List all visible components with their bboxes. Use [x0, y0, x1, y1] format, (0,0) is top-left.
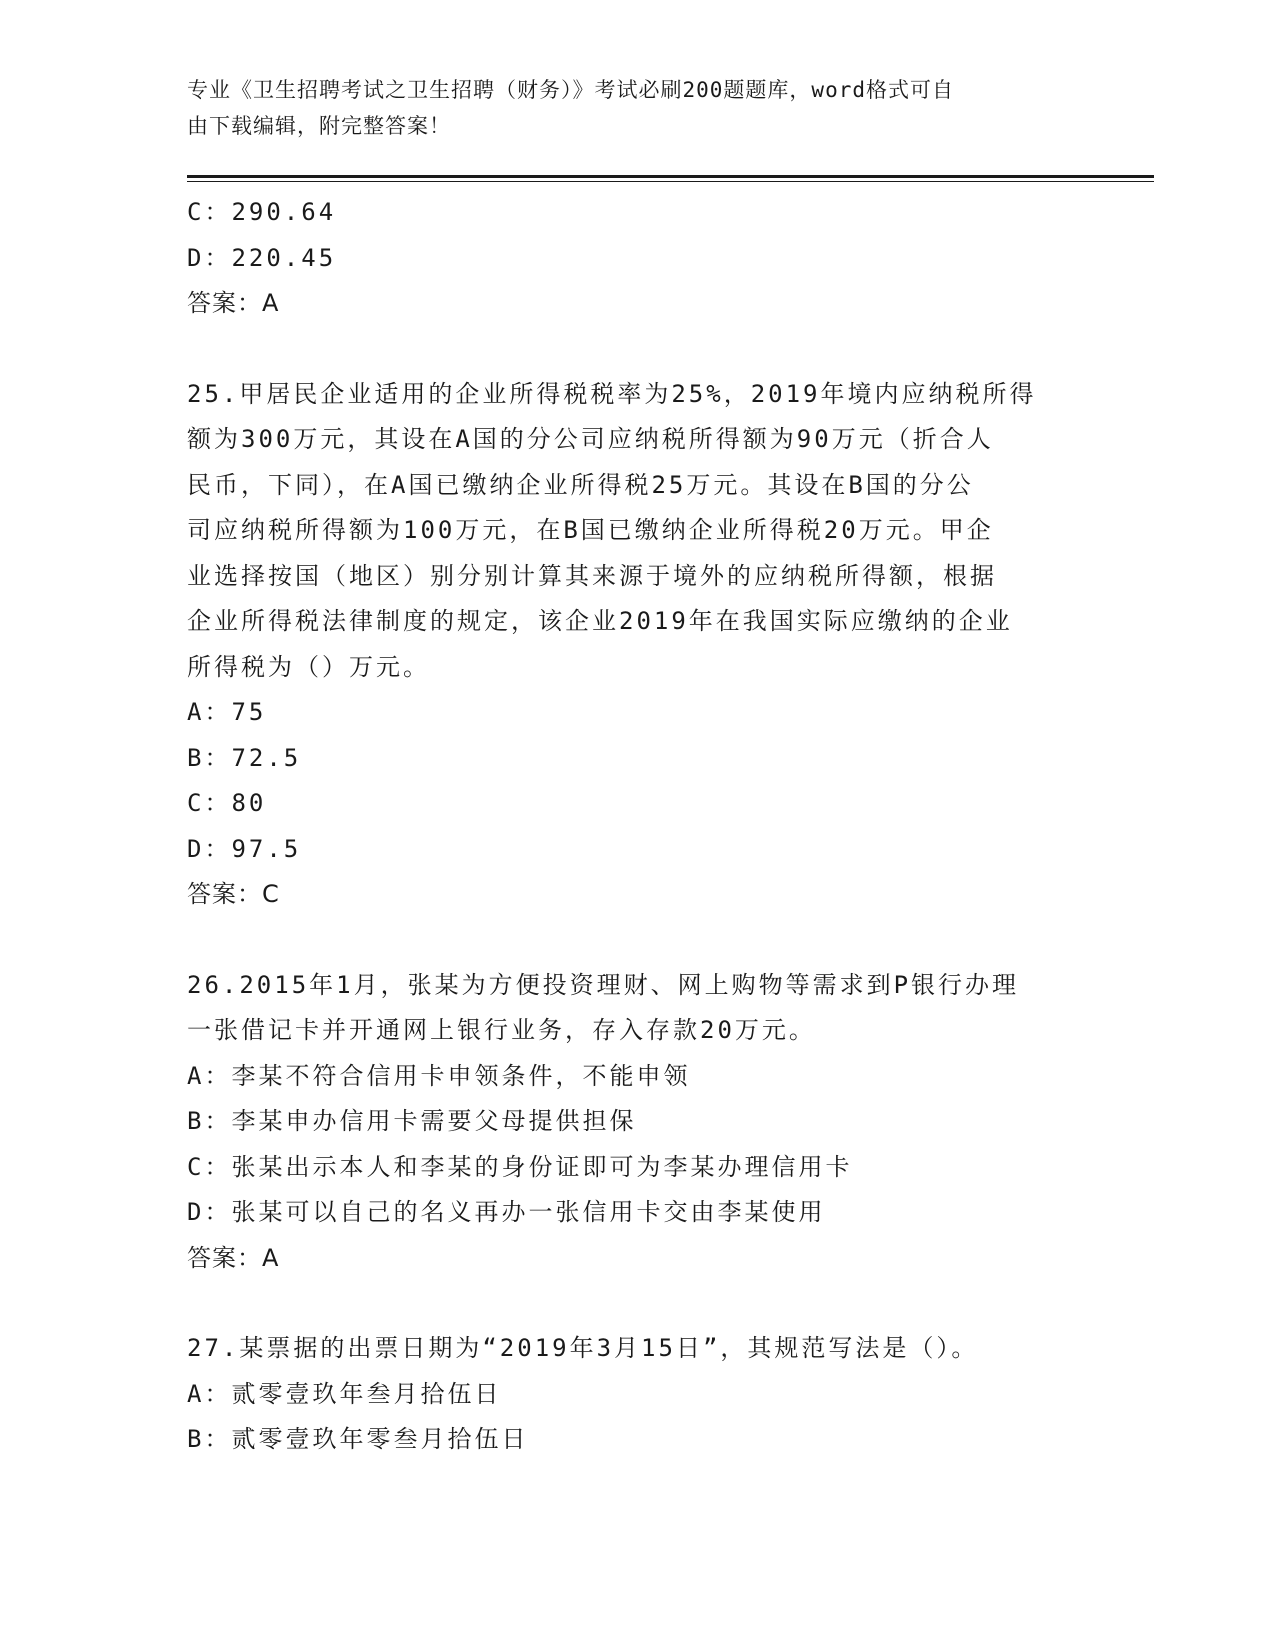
- spacer: [187, 1281, 1087, 1326]
- stem-line: 27.某票据的出票日期为“2019年3月15日”，其规范写法是（）。: [187, 1334, 979, 1362]
- question-26: [187, 963, 1087, 1282]
- option-d: D：220.45: [187, 243, 337, 272]
- answer-label: 答案：C: [187, 880, 280, 908]
- stem-line: 25.甲居民企业适用的企业所得税税率为25%，2019年境内应纳税所得: [187, 379, 1037, 408]
- question-stem: [187, 372, 1087, 691]
- stem-line: 业选择按国（地区）别分别计算其来源于境外的应纳税所得额，根据: [187, 561, 997, 590]
- option-b: B：72.5: [187, 743, 302, 772]
- question-stem: [187, 963, 1087, 1054]
- answer-label: 答案：A: [187, 289, 280, 317]
- header-divider-thin: [187, 181, 1154, 182]
- header-title-line-2: 由下载编辑，附完整答案！: [187, 114, 451, 138]
- spacer: [187, 918, 1087, 963]
- stem-line: 企业所得税法律制度的规定，该企业2019年在我国实际应缴纳的企业: [187, 607, 1013, 635]
- stem-line: 一张借记卡并开通网上银行业务，存入存款20万元。: [187, 1016, 816, 1044]
- header-divider-thick: [187, 175, 1154, 178]
- option-c: C：80: [187, 789, 267, 817]
- question-24: [187, 190, 1087, 327]
- option-a: A：75: [187, 698, 267, 726]
- option-c: C：张某出示本人和李某的身份证即可为李某办理信用卡: [187, 1152, 853, 1181]
- option-c: C：290.64: [187, 198, 337, 226]
- option-d: D：张某可以自己的名义再办一张信用卡交由李某使用: [187, 1198, 826, 1226]
- option-d: D：97.5: [187, 834, 302, 863]
- option-a: A：李某不符合信用卡申领条件，不能申领: [187, 1061, 691, 1090]
- option-a: A：贰零壹玖年叁月拾伍日: [187, 1379, 502, 1408]
- document-header: [187, 72, 1067, 144]
- spacer: [187, 327, 1087, 372]
- question-25: [187, 372, 1087, 918]
- stem-line: 司应纳税所得额为100万元，在B国已缴纳企业所得税20万元。甲企: [187, 516, 994, 544]
- option-b: B：贰零壹玖年零叁月拾伍日: [187, 1425, 529, 1453]
- document-body: [187, 190, 1087, 1463]
- answer-label: 答案：A: [187, 1243, 280, 1272]
- stem-line: 26.2015年1月，张某为方便投资理财、网上购物等需求到P银行办理: [187, 970, 1020, 999]
- stem-line: 民币，下同），在A国已缴纳企业所得税25万元。其设在B国的分公: [187, 470, 974, 499]
- header-divider: [187, 175, 1154, 182]
- option-b: B：李某申办信用卡需要父母提供担保: [187, 1107, 637, 1135]
- stem-line: 额为300万元，其设在A国的分公司应纳税所得额为90万元（折合人: [187, 425, 994, 453]
- question-27: [187, 1326, 1087, 1463]
- question-stem: [187, 1326, 1087, 1372]
- header-title-line-1: 专业《卫生招聘考试之卫生招聘（财务）》考试必刷200题题库，word格式可自: [187, 78, 954, 102]
- stem-line: 所得税为（）万元。: [187, 652, 430, 681]
